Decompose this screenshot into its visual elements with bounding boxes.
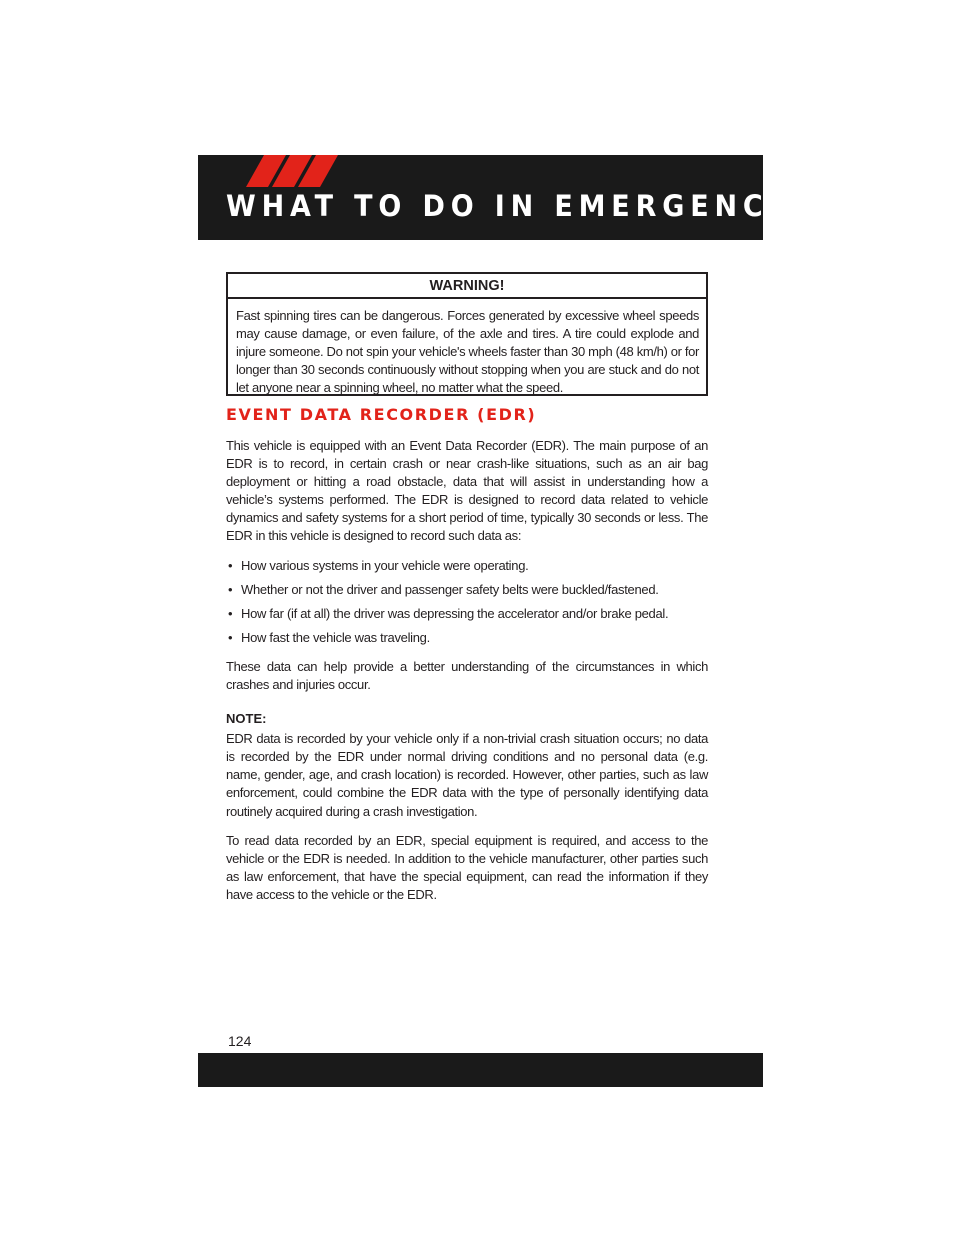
footer-bar: [198, 1053, 763, 1087]
racing-stripes-logo: [246, 155, 346, 187]
warning-box: [226, 272, 708, 396]
list-item-text: How fast the vehicle was traveling.: [241, 629, 430, 645]
list-item-text: Whether or not the driver and passenger safety belts were buckled/fastened.: [241, 581, 659, 597]
bullet-icon: •: [228, 581, 233, 597]
note-paragraph: EDR data is recorded by your vehicle only if a non-trivial crash situation occurs; no data is recorded by the EDR under normal driving conditions and no personal data (e.g. name, gender, age, and crash location) is recorded. However, other parties, such as law enforcement, could combine the EDR data with the type of personally identifying data routinely acquired during a crash investigation.: [226, 731, 708, 819]
summary-paragraph: These data can help provide a better understanding of the circumstances in which crashes and injuries occur.: [226, 658, 708, 693]
warning-text: Fast spinning tires can be dangerous. Forces generated by excessive wheel speeds may cause damage, or even failure, of the axle and tires. A tire could explode and injure someone. Do not spin your vehicle's wheels faster than 30 mph (48 km/h) or for longer than 30 seconds continuously without stopping when you are stuck and do not let anyone near a spinning wheel, no matter what the speed.: [236, 308, 699, 395]
list-item: [226, 605, 708, 623]
page-number: 124: [228, 1033, 252, 1049]
list-item: [226, 557, 708, 575]
main-content: [226, 405, 708, 915]
bullet-icon: •: [228, 605, 233, 621]
intro-paragraph: This vehicle is equipped with an Event Data Recorder (EDR). The main purpose of an EDR is to record, in certain crash or near crash-like situations, such as an air bag deployment or hitting a road obstacle, data that will assist in understanding how a vehicle’s systems performed. The EDR is designed to record data related to vehicle dynamics and safety systems for a short period of time, typically 30 seconds or less. The EDR in this vehicle is designed to record such data as:: [226, 438, 708, 544]
bullet-icon: •: [228, 557, 233, 573]
bullet-icon: •: [228, 629, 233, 645]
chapter-header-banner: [198, 155, 835, 240]
list-item-text: How various systems in your vehicle were operating.: [241, 557, 529, 573]
section-heading: EVENT DATA RECORDER (EDR): [226, 405, 537, 424]
note-label: NOTE:: [226, 711, 267, 727]
recorded-data-list: [226, 557, 708, 647]
closing-paragraph: To read data recorded by an EDR, special equipment is required, and access to the vehicle or the EDR is needed. In addition to the vehicle manufacturer, other parties such as law enforcement, that have the special equipment, can read the information if they have access to the vehicle or the EDR.: [226, 832, 708, 902]
list-item: [226, 581, 708, 599]
warning-title: WARNING!: [228, 274, 706, 299]
list-item: [226, 629, 708, 647]
list-item-text: How far (if at all) the driver was depressing the accelerator and/or brake pedal.: [241, 605, 669, 621]
chapter-title: WHAT TO DO IN EMERGENCIES: [226, 189, 835, 223]
